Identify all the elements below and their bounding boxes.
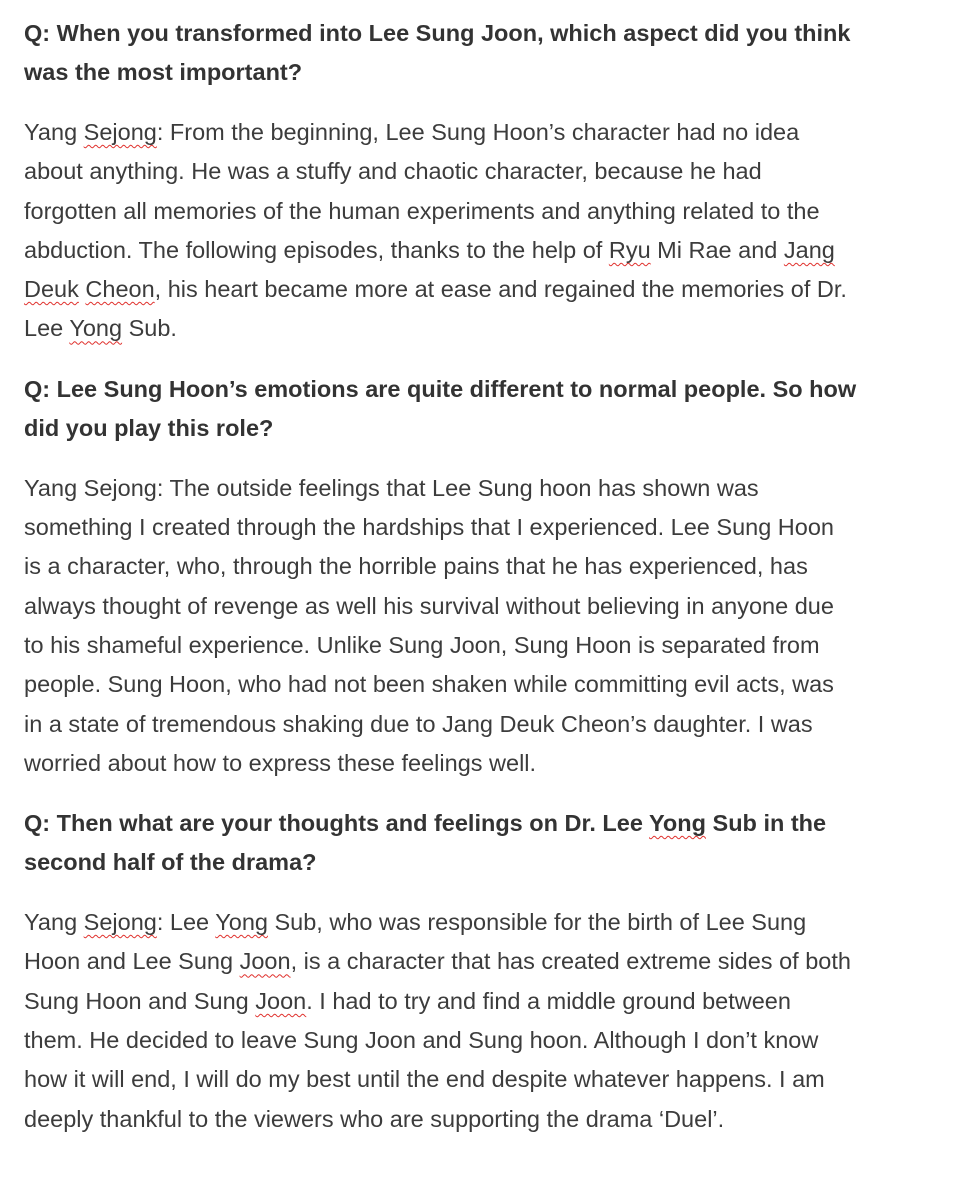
answer-line: Lee Yong Sub. — [24, 315, 177, 342]
question-line: Q: Lee Sung Hoon’s emotions are quite different to normal people. So how — [24, 375, 857, 402]
spellcheck-word[interactable]: Cheon — [85, 276, 155, 303]
question-line: did you play this role? — [24, 414, 274, 441]
spellcheck-word[interactable]: Joon — [239, 948, 291, 975]
spellcheck-word[interactable]: Yong — [649, 810, 706, 837]
interview-document — [24, 14, 964, 1160]
question-2 — [24, 370, 964, 448]
answer-line: them. He decided to leave Sung Joon and Sung hoon. Although I don’t know — [24, 1027, 819, 1054]
question-line: Q: Then what are your thoughts and feelings on Dr. Lee Yong Sub in the — [24, 810, 827, 837]
spellcheck-word[interactable]: Joon — [255, 987, 307, 1014]
answer-line: in a state of tremendous shaking due to Jang Deuk Cheon’s daughter. I was — [24, 710, 813, 737]
spellcheck-word[interactable]: Yong — [215, 909, 268, 936]
question-line: Q: When you transformed into Lee Sung Joon, which aspect did you think — [24, 20, 851, 46]
spellcheck-word[interactable]: Sejong — [83, 119, 157, 145]
answer-line: abduction. The following episodes, thanks to the help of Ryu Mi Rae and Jang — [24, 236, 835, 263]
answer-line: to his shameful experience. Unlike Sung Joon, Sung Hoon is separated from — [24, 631, 820, 658]
answer-line: Yang Sejong: From the beginning, Lee Sung Hoon’s character had no idea — [24, 119, 800, 145]
question-line: was the most important? — [24, 59, 303, 85]
answer-line: Deuk Cheon, his heart became more at ease and regained the memories of Dr. — [24, 276, 847, 303]
answer-line: Yang Sejong: The outside feelings that Lee Sung hoon has shown was — [24, 474, 759, 501]
question-1 — [24, 14, 964, 92]
spellcheck-word[interactable]: Deuk — [24, 276, 79, 303]
answer-line: Yang Sejong: Lee Yong Sub, who was responsible for the birth of Lee Sung — [24, 909, 807, 936]
answer-line: how it will end, I will do my best until the end despite whatever happens. I am — [24, 1066, 825, 1093]
spellcheck-word[interactable]: Sejong — [83, 909, 157, 936]
answer-line: deeply thankful to the viewers who are supporting the drama ‘Duel’. — [24, 1105, 725, 1132]
answer-1 — [24, 113, 964, 349]
answer-line: worried about how to express these feelings well. — [24, 749, 537, 776]
answer-line: about anything. He was a stuffy and chaotic character, because he had — [24, 158, 762, 185]
answer-2 — [24, 469, 964, 783]
spellcheck-word[interactable]: Ryu — [608, 236, 651, 263]
answer-3 — [24, 903, 964, 1139]
answer-line: people. Sung Hoon, who had not been shaken while committing evil acts, was — [24, 671, 834, 698]
answer-line: forgotten all memories of the human experiments and anything related to the — [24, 197, 820, 224]
spellcheck-word[interactable]: Jang — [783, 236, 835, 263]
spellcheck-word[interactable]: Yong — [69, 315, 123, 342]
question-line: second half of the drama? — [24, 849, 317, 876]
question-3 — [24, 804, 964, 882]
answer-line: always thought of revenge as well his survival without believing in anyone due — [24, 592, 834, 619]
answer-line: something I created through the hardships that I experienced. Lee Sung Hoon — [24, 514, 834, 541]
answer-line: is a character, who, through the horrible pains that he has experienced, has — [24, 553, 808, 580]
answer-line: Sung Hoon and Sung Joon. I had to try and find a middle ground between — [24, 987, 791, 1014]
answer-line: Hoon and Lee Sung Joon, is a character that has created extreme sides of both — [24, 948, 851, 975]
